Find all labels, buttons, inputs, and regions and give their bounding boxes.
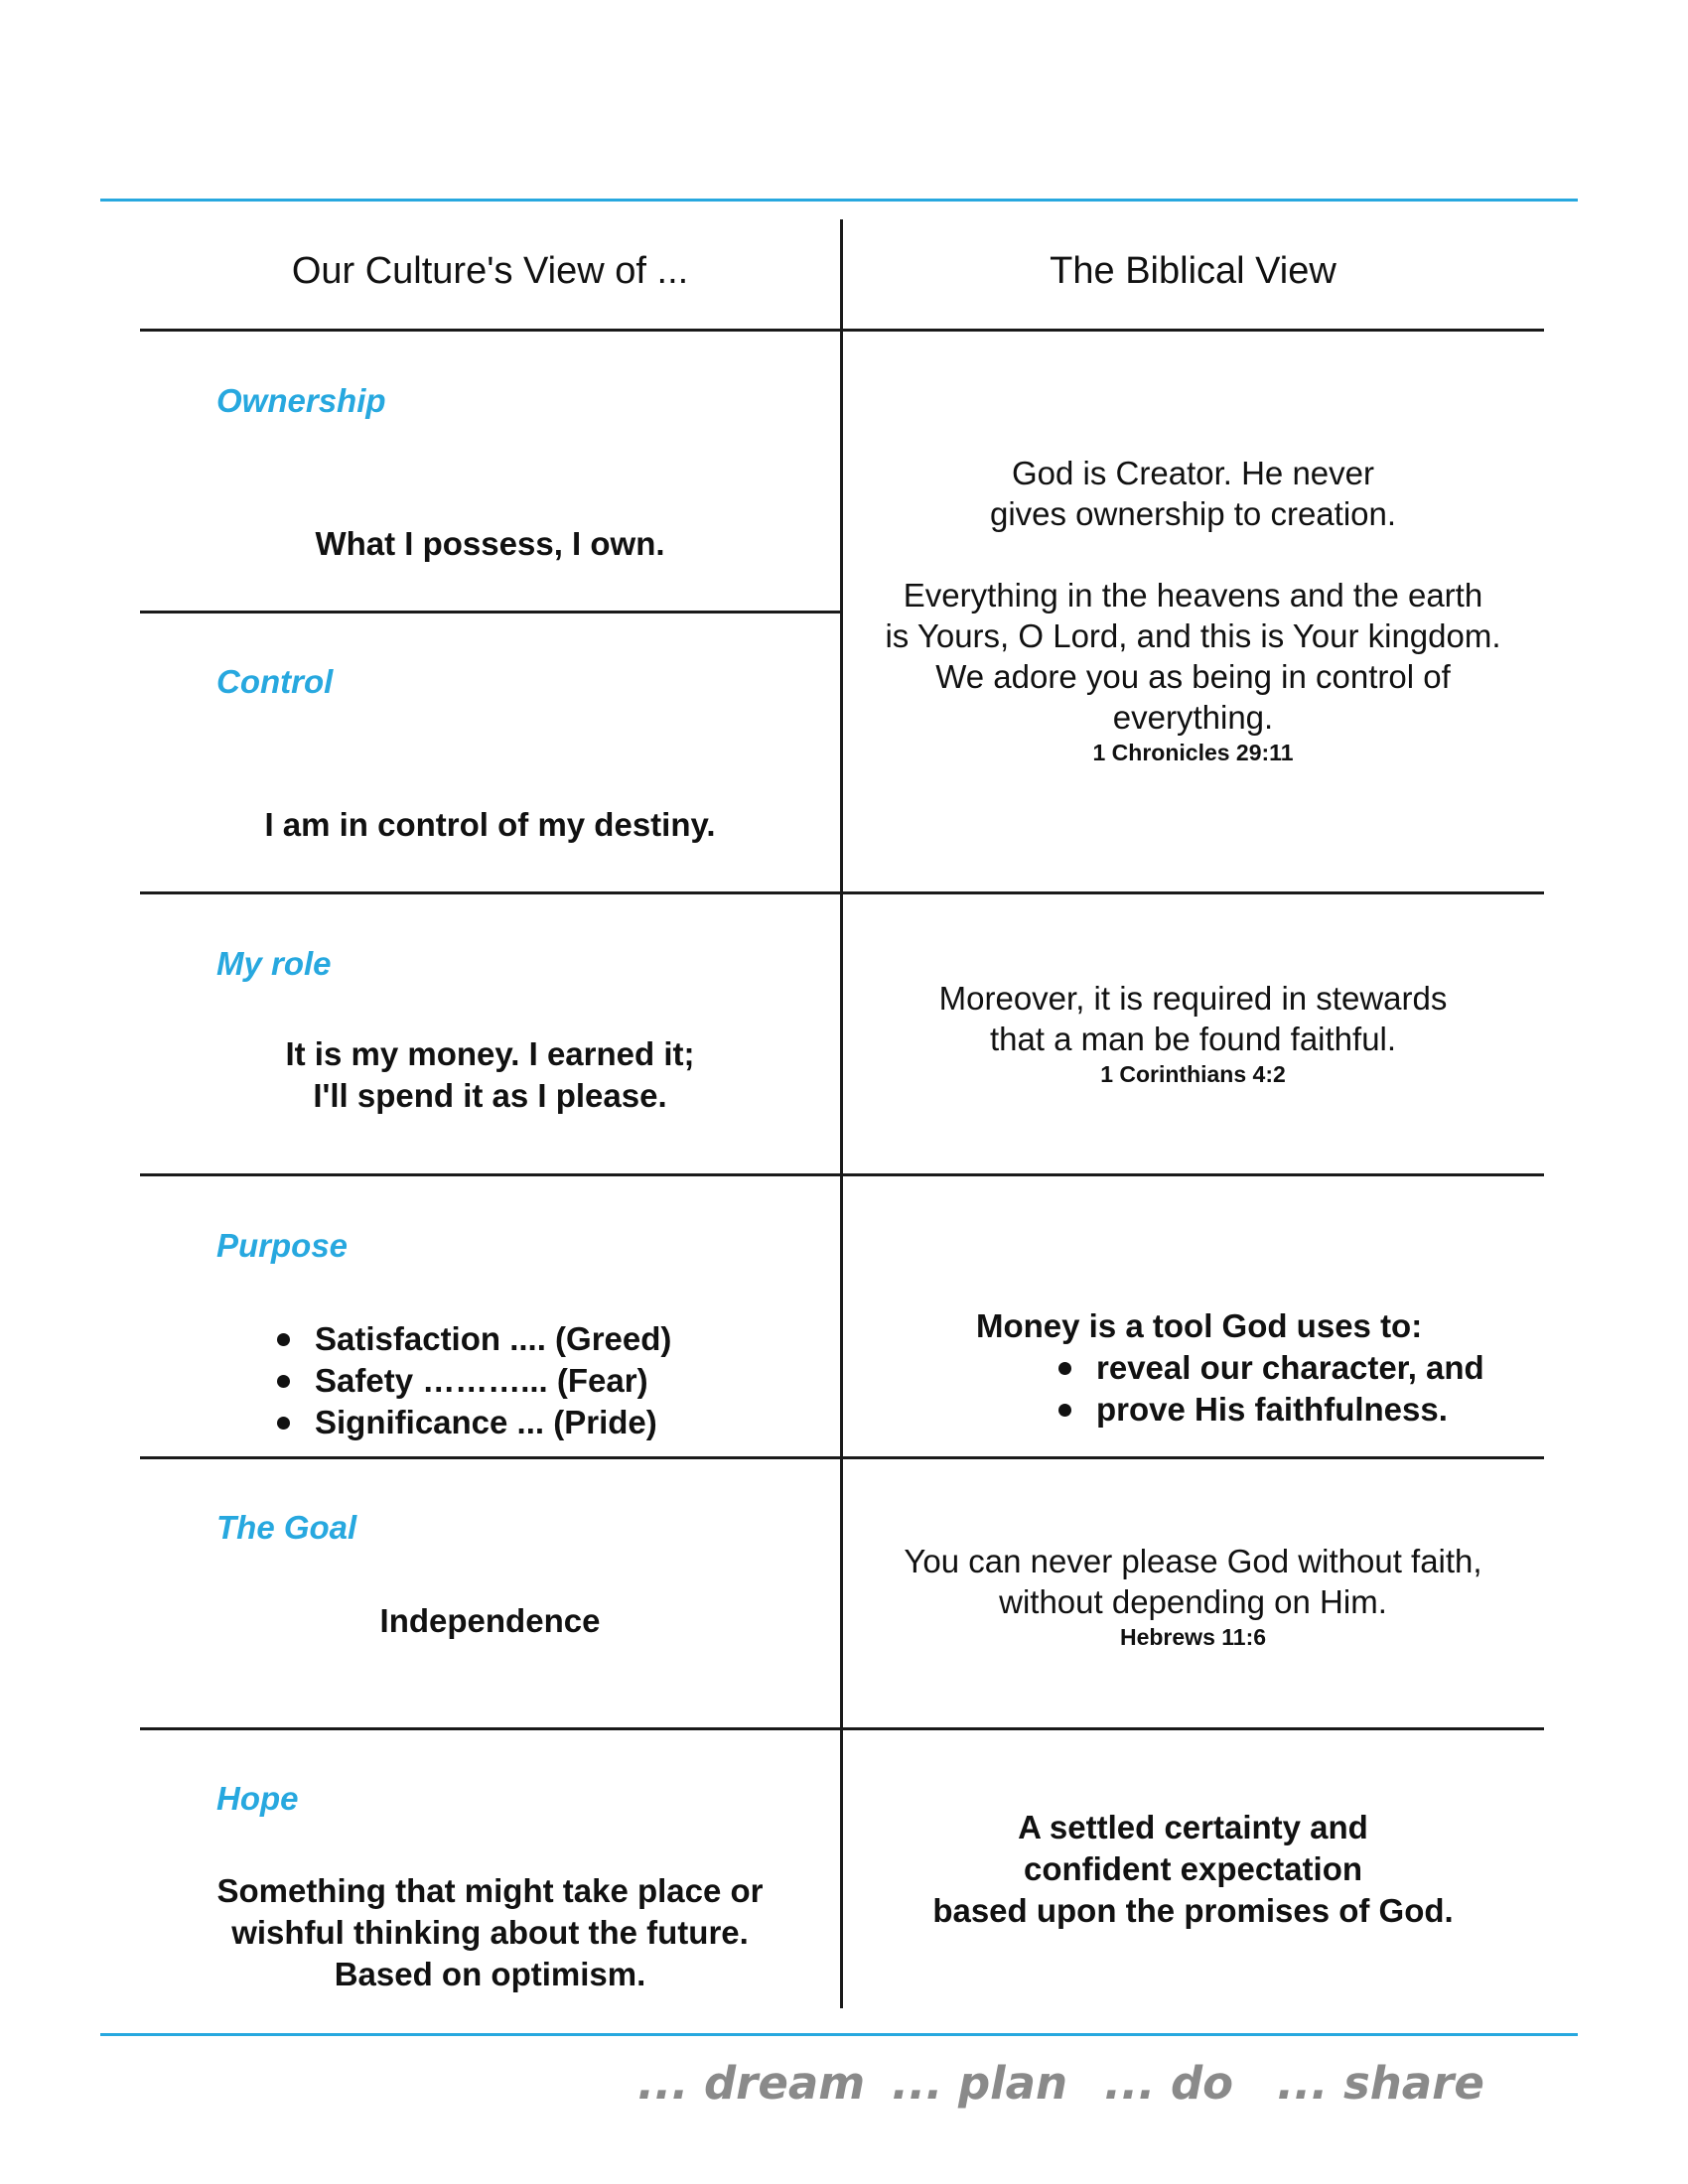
biblical-hope xyxy=(843,1807,1543,1932)
text-line: everything. xyxy=(1112,699,1274,736)
text-line: I'll spend it as I please. xyxy=(313,1077,667,1114)
scripture-reference: 1 Chronicles 29:11 xyxy=(1092,740,1294,765)
footer-word-dream: ... dream xyxy=(637,2057,866,2110)
category-the-goal: The Goal xyxy=(216,1509,357,1546)
row-divider-control xyxy=(140,891,1544,894)
category-hope: Hope xyxy=(216,1780,299,1817)
text-line: confident expectation xyxy=(1023,1850,1363,1887)
culture-my-role xyxy=(140,1033,840,1117)
culture-control: I am in control of my destiny. xyxy=(264,806,716,843)
text-line: Based on optimism. xyxy=(334,1956,646,1992)
row-divider-goal xyxy=(140,1727,1544,1730)
culture-purpose-list xyxy=(277,1318,671,1443)
list-item: Satisfaction .... (Greed) xyxy=(277,1318,671,1360)
text-line: based upon the promises of God. xyxy=(932,1892,1454,1929)
list-item: Significance ... (Pride) xyxy=(277,1402,671,1443)
text-line: that a man be found faithful. xyxy=(989,1021,1397,1057)
culture-column-title: Our Culture's View of ... xyxy=(291,250,689,292)
scripture-reference: 1 Corinthians 4:2 xyxy=(1100,1061,1286,1087)
text-line: You can never please God without faith, xyxy=(904,1543,1482,1579)
header-divider xyxy=(140,329,1544,332)
bottom-blue-rule xyxy=(100,2033,1578,2036)
category-control: Control xyxy=(216,663,334,700)
category-my-role: My role xyxy=(216,945,332,982)
biblical-ownership-control xyxy=(843,453,1543,767)
footer-word-share: ... share xyxy=(1277,2057,1484,2110)
text-line: God is Creator. He never xyxy=(1012,455,1374,491)
scripture-reference: Hebrews 11:6 xyxy=(1119,1624,1267,1650)
text-line: is Yours, O Lord, and this is Your kingdom. xyxy=(885,617,1501,654)
text-line: Something that might take place or xyxy=(216,1872,764,1909)
text-line: Moreover, it is required in stewards xyxy=(938,980,1448,1017)
biblical-my-role xyxy=(843,978,1543,1089)
top-blue-rule xyxy=(100,199,1578,202)
text-line: Everything in the heavens and the earth xyxy=(903,577,1483,614)
list-item: prove His faithfulness. xyxy=(1058,1389,1484,1431)
category-ownership: Ownership xyxy=(216,382,386,419)
culture-the-goal: Independence xyxy=(379,1602,601,1639)
category-purpose: Purpose xyxy=(216,1227,349,1264)
text-line: We adore you as being in control of xyxy=(935,658,1451,695)
list-item: reveal our character, and xyxy=(1058,1347,1484,1389)
culture-hope xyxy=(140,1870,840,1995)
footer-word-do: ... do xyxy=(1104,2057,1234,2110)
row-divider-ownership xyxy=(140,611,840,614)
footer-word-plan: ... plan xyxy=(892,2057,1067,2110)
text-line: A settled certainty and xyxy=(1018,1809,1368,1845)
biblical-purpose-list xyxy=(1058,1347,1484,1431)
text-line: It is my money. I earned it; xyxy=(285,1035,695,1072)
culture-ownership: What I possess, I own. xyxy=(315,525,665,562)
biblical-column-title: The Biblical View xyxy=(1050,250,1336,292)
text-line: gives ownership to creation. xyxy=(989,495,1397,532)
text-line: wishful thinking about the future. xyxy=(231,1914,749,1951)
list-item: Safety ………... (Fear) xyxy=(277,1360,671,1402)
row-divider-role xyxy=(140,1173,1544,1176)
biblical-the-goal xyxy=(843,1541,1543,1652)
text-line: without depending on Him. xyxy=(999,1583,1387,1620)
row-divider-purpose xyxy=(140,1456,1544,1459)
biblical-purpose-intro: Money is a tool God uses to: xyxy=(976,1307,1423,1344)
